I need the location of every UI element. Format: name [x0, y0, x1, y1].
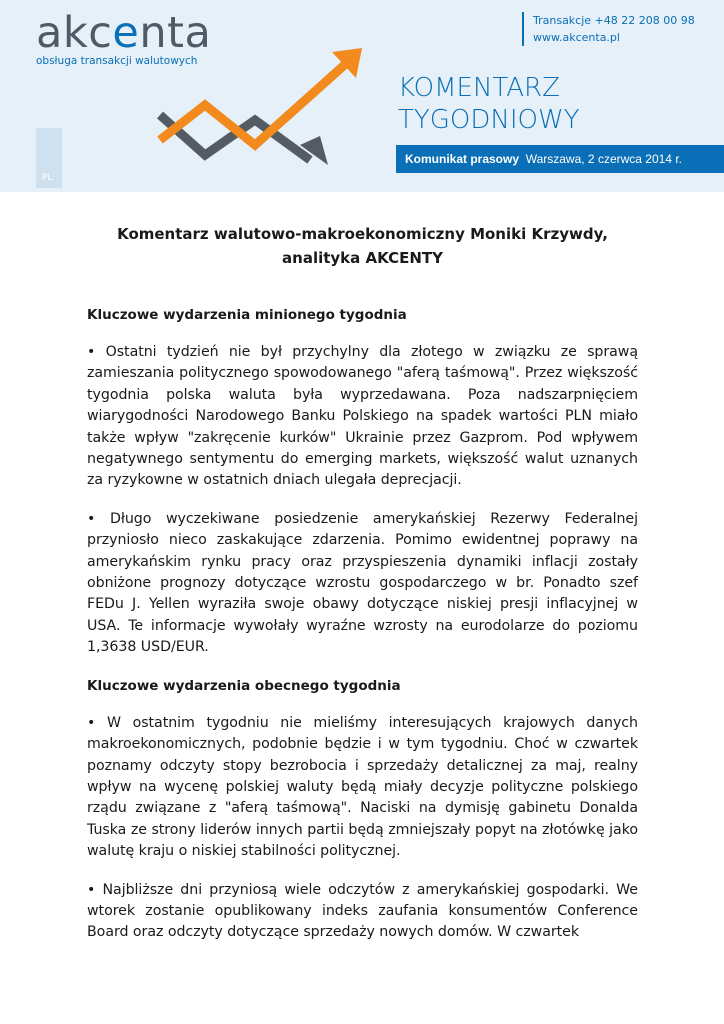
press-date: Warszawa, 2 czerwca 2014 r. — [525, 152, 682, 166]
paragraph: • Ostatni tydzień nie był przychylny dla złotego w związku ze sprawą zamieszania politycznego spowodowanego "aferą taśmową". Przez większość tygodnia polska waluta była wyprzedawana. Poza nadszarpnięciem wiarygodności Narodowego Banku Polskiego na spadek wartości PLN miało także wpływ "zakręcenie kurków" Ukrainie przez Gazprom. Pod wpływem negatywnego sentymentu do emerging markets, większość walut uznanych za ryzykowne w ostatnich dniach ulegała deprecjacji. — [87, 344, 638, 489]
press-release-bar — [396, 145, 724, 173]
weekly-commentary-title: KOMENTARZ TYGODNIOWY — [398, 73, 580, 135]
section-heading-current-week: Kluczowe wydarzenia obecnego tygodnia — [87, 677, 401, 694]
document-title: Komentarz walutowo-makroekonomiczny Moniki Krzywdy, analityka AKCENTY — [117, 225, 608, 267]
contact-website[interactable]: www.akcenta.pl — [533, 31, 620, 44]
akcenta-logo: akcenta — [36, 8, 212, 58]
trend-arrows-icon — [150, 40, 370, 170]
contact-phone: Transakcje +48 22 208 00 98 — [533, 14, 695, 27]
paragraph: • Długo wyczekiwane posiedzenie amerykańskiej Rezerwy Federalnej przyniosło nieco zaskakujące zdarzenia. Pomimo ewidentnej poprawy na amerykańskim rynku pracy oraz przyspieszenia dynamiki inflacji zostały obniżone prognozy dotyczące wzrostu gospodarczego w br. Ponadto szef FEDu J. Yellen wyraziła swoje obawy dotyczące niskiej presji inflacyjnej w USA. Te informacje wywołały wyraźne wzrosty na eurodolarze do poziomu 1,3638 USD/EUR. — [87, 510, 638, 656]
paragraph: • W ostatnim tygodniu nie mieliśmy interesujących krajowych danych makroekonomicznych, podobnie będzie i w tym tygodniu. Choć w czwartek poznamy odczyty stopy bezrobocia i sprzedaży detalicznej za maj, realny wpływ na wycenę polskiej waluty będą miały decyzje polityczne polskiego rządu związane z "aferą taśmową". Naciski na dymisję gabinetu Donalda Tuska ze strony liderów innych partii będą zmniejszały popyt na złotówkę jako walutę kraju o niskiej stabilności politycznej. — [87, 714, 638, 860]
logo-tagline: obsługa transakcji walutowych — [36, 55, 198, 67]
paragraph: • Najbliższe dni przyniosą wiele odczytów z amerykańskiej gospodarki. We wtorek zostanie opublikowany indeks zaufania konsumentów Conference Board oraz odczyty dotyczące sprzedaży nowych domów. W czwartek — [87, 881, 638, 941]
contact-block — [522, 12, 695, 46]
language-tab: PL — [36, 128, 62, 188]
section-heading-past-week: Kluczowe wydarzenia minionego tygodnia — [87, 307, 407, 323]
press-label: Komunikat prasowy — [405, 152, 520, 166]
document-body — [87, 222, 638, 961]
